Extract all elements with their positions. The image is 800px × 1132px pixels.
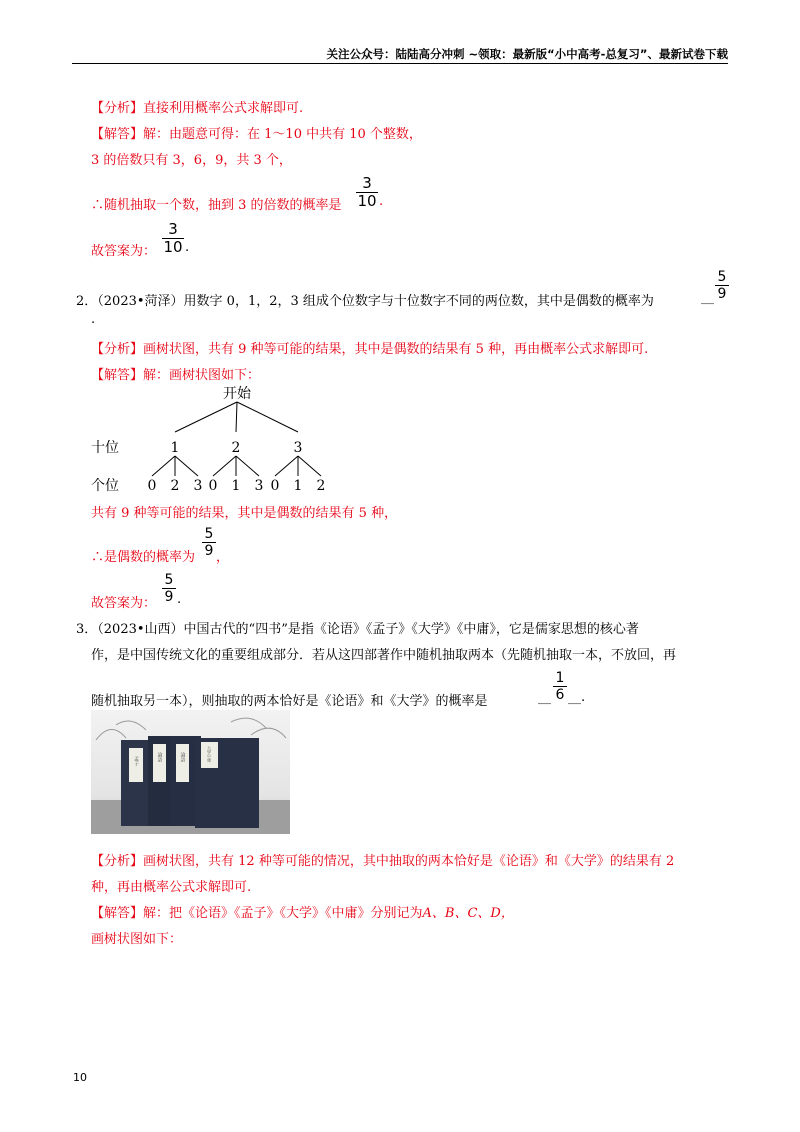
q1-probability-fraction xyxy=(356,176,378,209)
q2-prob-comma: ， xyxy=(216,550,230,565)
tree-tens-1: 1 xyxy=(170,440,180,456)
q2-prob-fraction xyxy=(202,527,216,558)
fraction-denominator: 10 xyxy=(357,192,377,210)
analysis-tag: 【分析】 xyxy=(91,342,144,357)
solution-tag: 【解答】 xyxy=(91,368,144,383)
book-title: 論語 xyxy=(179,752,186,762)
q1-solution-line3: ∴随机抽取一个数，抽到 3 的倍数的概率是 xyxy=(91,198,342,213)
tree-unit: 2 xyxy=(170,478,180,494)
q3-blank-prefix: __ xyxy=(538,690,551,705)
tree-unit: 1 xyxy=(231,478,241,494)
solution-tag: 【解答】 xyxy=(91,906,144,921)
solution-letters: A、B、C、D， xyxy=(422,906,514,921)
q3-solution-line1 xyxy=(91,902,514,921)
q3-stem-line1 xyxy=(76,618,639,637)
question-source: （2023•山西） xyxy=(97,622,184,637)
fraction-numerator: 3 xyxy=(168,220,178,238)
q1-answer-fraction xyxy=(162,222,184,255)
tree-edge xyxy=(236,456,259,476)
fraction-denominator: 9 xyxy=(164,589,174,605)
q1-solution-line1 xyxy=(91,123,422,142)
tree-unit: 3 xyxy=(193,478,203,494)
fraction-denominator: 9 xyxy=(717,286,727,302)
q3-analysis-line2: 种，再由概率公式求解即可. xyxy=(91,880,252,895)
fraction-numerator: 5 xyxy=(717,269,727,285)
tree-tens-2: 2 xyxy=(231,440,241,456)
q1-answer-label: 故答案为： xyxy=(91,244,157,259)
tree-unit: 1 xyxy=(293,478,303,494)
q2-analysis xyxy=(91,338,648,357)
tree-tens-row-label: 十位 xyxy=(91,440,119,456)
q3-answer-fraction xyxy=(553,671,567,702)
q2-answer-label: 故答案为： xyxy=(91,596,157,611)
fraction-denominator: 9 xyxy=(204,543,214,559)
q1-answer-period: . xyxy=(185,240,190,255)
tree-edge xyxy=(237,402,298,432)
fraction-numerator: 1 xyxy=(555,670,565,686)
tree-tens-3: 3 xyxy=(293,440,303,456)
solution-tag: 【解答】 xyxy=(91,127,144,142)
q2-blank-prefix: __ xyxy=(701,290,714,305)
q2-answer-fraction-2 xyxy=(162,573,176,604)
tree-edge xyxy=(175,456,198,476)
q2-answer-fraction xyxy=(715,270,729,301)
tree-unit: 0 xyxy=(208,478,218,494)
question-number: 2． xyxy=(76,294,98,309)
fraction-denominator: 6 xyxy=(555,687,565,703)
fraction-denominator: 10 xyxy=(163,238,183,256)
q3-stem-line3: 随机抽取另一本），则抽取的两本恰好是《论语》和《大学》的概率是 xyxy=(91,694,488,709)
question-number: 3． xyxy=(76,622,98,637)
tree-unit: 2 xyxy=(316,478,326,494)
analysis-text: 画树状图，共有 9 种等可能的结果，其中是偶数的结果有 5 种，再由概率公式求解即可. xyxy=(143,342,649,357)
tree-edge xyxy=(298,456,321,476)
q2-answer-period: . xyxy=(177,592,182,607)
tree-unit: 0 xyxy=(147,478,157,494)
question-source: （2023•菏泽） xyxy=(97,294,184,309)
tree-edge xyxy=(175,402,237,432)
solution-text: 解：画树状图如下： xyxy=(143,368,261,383)
solution-text: 解：由题意可得：在 1～10 中共有 10 个整数， xyxy=(143,127,422,142)
fraction-numerator: 5 xyxy=(204,526,214,542)
header-rule xyxy=(72,63,728,64)
q2-tree-diagram xyxy=(85,380,345,495)
book-title: 孟子 xyxy=(133,756,139,766)
tree-edge xyxy=(275,456,298,476)
analysis-text: 画树状图，共有 12 种等可能的情况，其中抽取的两本恰好是《论语》和《大学》的结果有 2 xyxy=(143,854,675,869)
analysis-tag: 【分析】 xyxy=(91,854,144,869)
q2-result-line: 共有 9 种等可能的结果，其中是偶数的结果有 5 种， xyxy=(91,506,398,521)
q2-trailing-dot: . xyxy=(91,312,96,327)
q3-stem-line2: 作，是中国传统文化的重要组成部分．若从这四部著作中随机抽取两本（先随机抽取一本，不放回，再 xyxy=(91,648,677,663)
page-number: 10 xyxy=(73,1071,87,1084)
q1-solution-line2: 3 的倍数只有 3，6，9，共 3 个， xyxy=(91,153,292,168)
tree-unit: 0 xyxy=(270,478,280,494)
tree-units-row-label: 个位 xyxy=(91,478,119,494)
book-title: 大學中庸 xyxy=(207,746,212,762)
q3-solution-line2: 画树状图如下： xyxy=(91,932,183,947)
tree-root-label: 开始 xyxy=(223,386,251,402)
fraction-numerator: 3 xyxy=(362,174,372,192)
q2-stem xyxy=(76,290,654,309)
page-header: 关注公众号：陆陆高分冲刺 ~领取：最新版“小中高考-总复习”、最新试卷下载 xyxy=(326,47,728,61)
tree-unit: 3 xyxy=(254,478,264,494)
four-books-photo xyxy=(91,710,290,834)
tree-edge xyxy=(236,402,237,432)
analysis-text: 直接利用概率公式求解即可. xyxy=(143,101,304,116)
q3-blank-suffix: __. xyxy=(568,690,586,705)
tree-edge xyxy=(152,456,175,476)
fraction-numerator: 5 xyxy=(164,572,174,588)
tree-edge xyxy=(213,456,236,476)
book-title: 論語 xyxy=(156,752,163,762)
q1-analysis xyxy=(91,97,303,116)
question-text: 中国古代的“四书”是指《论语》《孟子》《大学》《中庸》，它是儒家思想的核心著 xyxy=(183,622,639,637)
analysis-tag: 【分析】 xyxy=(91,101,144,116)
solution-text: 解：把《论语》《孟子》《大学》《中庸》分别记为 xyxy=(143,906,423,921)
question-text: 用数字 0，1，2，3 组成个位数字与十位数字不同的两位数，其中是偶数的概率为 xyxy=(183,294,654,309)
q1-period: . xyxy=(379,194,384,209)
q3-analysis-line1 xyxy=(91,850,674,869)
q2-prob-line: ∴是偶数的概率为 xyxy=(91,550,196,565)
